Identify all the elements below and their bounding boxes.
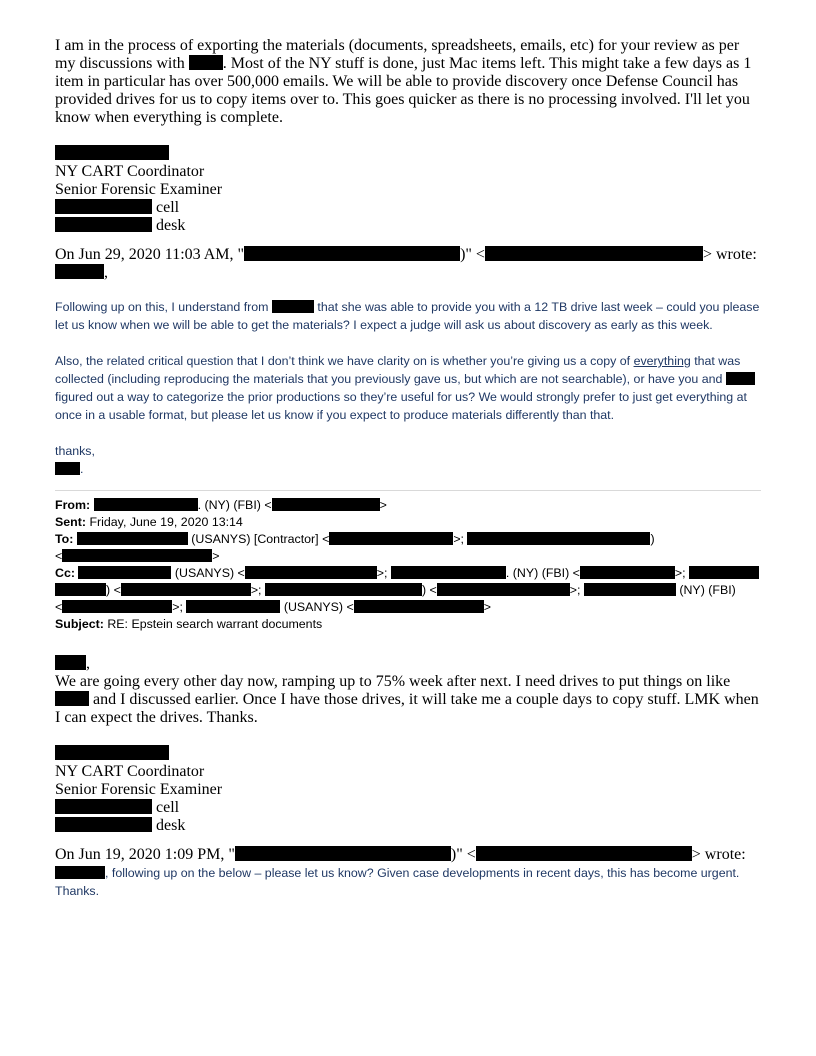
- cc-text: (USANYS) <: [283, 600, 354, 614]
- signature-cell-label: cell: [156, 799, 180, 816]
- cc-text: ) <: [106, 583, 121, 597]
- signature-title: NY CART Coordinator: [55, 763, 205, 780]
- redaction: [77, 532, 188, 545]
- redaction: [78, 566, 171, 579]
- redaction: [189, 55, 223, 70]
- cc-semi: >;: [569, 583, 581, 597]
- body-text: Following up on this, I understand from: [55, 300, 269, 314]
- subject-label: Subject:: [55, 617, 104, 631]
- underlined-text: everything: [633, 354, 691, 368]
- salutation: [55, 264, 761, 282]
- cc-open: <: [55, 600, 63, 614]
- salutation-comma: ,: [86, 655, 90, 672]
- period: .: [80, 462, 84, 476]
- sent-label: Sent:: [55, 515, 86, 529]
- message-body: [55, 37, 761, 127]
- body-text: figured out a way to categorize the prior productions so they’re useful for us? We would strongly prefer to just get everything at once in a usable format, but please let us know if you expect to produce materials differently than that.: [55, 390, 747, 422]
- signature-role: Senior Forensic Examiner: [55, 781, 223, 798]
- message-body: [55, 352, 761, 424]
- redaction: [55, 217, 152, 232]
- cc-text: (NY) (FBI): [679, 583, 736, 597]
- to-close: >: [212, 549, 220, 563]
- to-line: [55, 531, 761, 548]
- redaction: [55, 264, 104, 279]
- divider: [55, 490, 761, 491]
- to-open: <: [55, 549, 63, 563]
- redaction: [265, 583, 422, 596]
- redaction: [245, 566, 377, 579]
- redaction: [584, 583, 676, 596]
- to-paren: ): [650, 532, 655, 546]
- body-text: Also, the related critical question that I don’t think we have clarity on is whether you’re giving us a copy of: [55, 354, 631, 368]
- signature-cell-label: cell: [156, 199, 180, 216]
- email-document: [55, 37, 761, 900]
- body-text: , following up on the below – please let us know? Given case developments in recent days, this has become urgent. Thanks.: [55, 866, 740, 898]
- redaction: [272, 498, 380, 511]
- quote-suffix: > wrote:: [691, 846, 746, 863]
- redaction: [55, 583, 106, 596]
- redaction: [55, 799, 152, 814]
- redaction: [55, 745, 169, 760]
- cc-semi: >;: [674, 566, 686, 580]
- redaction: [55, 145, 169, 160]
- from-line: [55, 497, 761, 514]
- message-body: [55, 864, 761, 900]
- signature-desk-label: desk: [156, 817, 186, 834]
- to-text: (USANYS) [Contractor] <: [191, 532, 330, 546]
- redaction: [55, 817, 152, 832]
- from-label: From:: [55, 498, 91, 512]
- cc-close: >: [483, 600, 491, 614]
- redaction: [329, 532, 453, 545]
- cc-line-cont: [55, 599, 761, 616]
- email-header: [55, 497, 761, 633]
- sent-value: Friday, June 19, 2020 13:14: [89, 515, 243, 529]
- body-text: I am in the process of exporting the materials (documents, spreadsheets, emails, etc) for your review as per my discussions with: [55, 37, 740, 72]
- redaction: [62, 600, 172, 613]
- redaction: [580, 566, 675, 579]
- redaction: [354, 600, 484, 613]
- cc-text: . (NY) (FBI) <: [505, 566, 580, 580]
- sender-initials: [55, 460, 761, 478]
- redaction: [121, 583, 251, 596]
- cc-semi: >;: [250, 583, 262, 597]
- redaction: [94, 498, 198, 511]
- to-line-cont: [55, 548, 761, 565]
- salutation-comma: ,: [104, 264, 108, 281]
- redaction: [689, 566, 759, 579]
- cc-text: ) <: [421, 583, 437, 597]
- redaction: [476, 846, 692, 861]
- redaction: [485, 246, 703, 261]
- body-text: . Most of the NY stuff is done, just Mac items left. This might take a few days as 1 item in particular has over 500,000 emails. We will be able to provide discovery once Defense Council has provided drives for us to copy items over to. This goes quicker as there is no processing involved. I'll let you know when everything is complete.: [55, 55, 752, 126]
- quote-mid: )" <: [460, 246, 485, 263]
- quote-attribution: [55, 246, 761, 264]
- quote-suffix: > wrote:: [702, 246, 757, 263]
- redaction: [55, 866, 105, 879]
- body-text: We are going every other day now, ramping up to 75% week after next. I need drives to put things on like: [55, 673, 731, 690]
- body-text: and I discussed earlier. Once I have those drives, it will take me a couple days to copy stuff. LMK when I can expect the drives. Thanks.: [55, 691, 759, 726]
- cc-line: [55, 565, 761, 582]
- redaction: [62, 549, 212, 562]
- redaction: [235, 846, 451, 861]
- from-close: >: [379, 498, 387, 512]
- cc-line-cont: [55, 582, 761, 599]
- message-body: [55, 298, 761, 334]
- signature-role: Senior Forensic Examiner: [55, 181, 223, 198]
- message-body: [55, 673, 761, 727]
- to-semi: >;: [453, 532, 464, 546]
- quote-prefix: On Jun 19, 2020 1:09 PM, ": [55, 846, 235, 863]
- to-label: To:: [55, 532, 74, 546]
- redaction: [186, 600, 280, 613]
- signature-title: NY CART Coordinator: [55, 163, 205, 180]
- redaction: [55, 691, 89, 706]
- redaction: [55, 462, 80, 475]
- subject-value: RE: Epstein search warrant documents: [107, 617, 323, 631]
- subject-line: [55, 616, 761, 633]
- redaction: [244, 246, 460, 261]
- signature-desk-label: desk: [156, 217, 186, 234]
- sent-line: [55, 514, 761, 531]
- quote-attribution: [55, 846, 761, 864]
- cc-semi: >;: [172, 600, 183, 614]
- redaction: [272, 300, 314, 313]
- redaction: [467, 532, 650, 545]
- salutation: [55, 655, 761, 673]
- redaction: [726, 372, 755, 385]
- quote-prefix: On Jun 29, 2020 11:03 AM, ": [55, 246, 245, 263]
- body-text: that she was able to provide you with a 12 TB drive last week – could you please let us know when we will be able to get the materials? I expect a judge will ask us about discovery as early as this week.: [55, 300, 760, 332]
- closing: thanks,: [55, 444, 95, 458]
- from-text: . (NY) (FBI) <: [197, 498, 272, 512]
- signature-block: [55, 745, 761, 835]
- redaction: [55, 655, 86, 670]
- signature-block: [55, 145, 761, 235]
- cc-label: Cc:: [55, 566, 75, 580]
- cc-semi: >;: [376, 566, 388, 580]
- redaction: [55, 199, 152, 214]
- redaction: [391, 566, 506, 579]
- cc-text: (USANYS) <: [174, 566, 245, 580]
- body-text: that was collected (including reproducing the materials that you previously gave us, but which are not searchable), or have you and: [55, 354, 741, 386]
- redaction: [437, 583, 570, 596]
- quote-mid: )" <: [450, 846, 476, 863]
